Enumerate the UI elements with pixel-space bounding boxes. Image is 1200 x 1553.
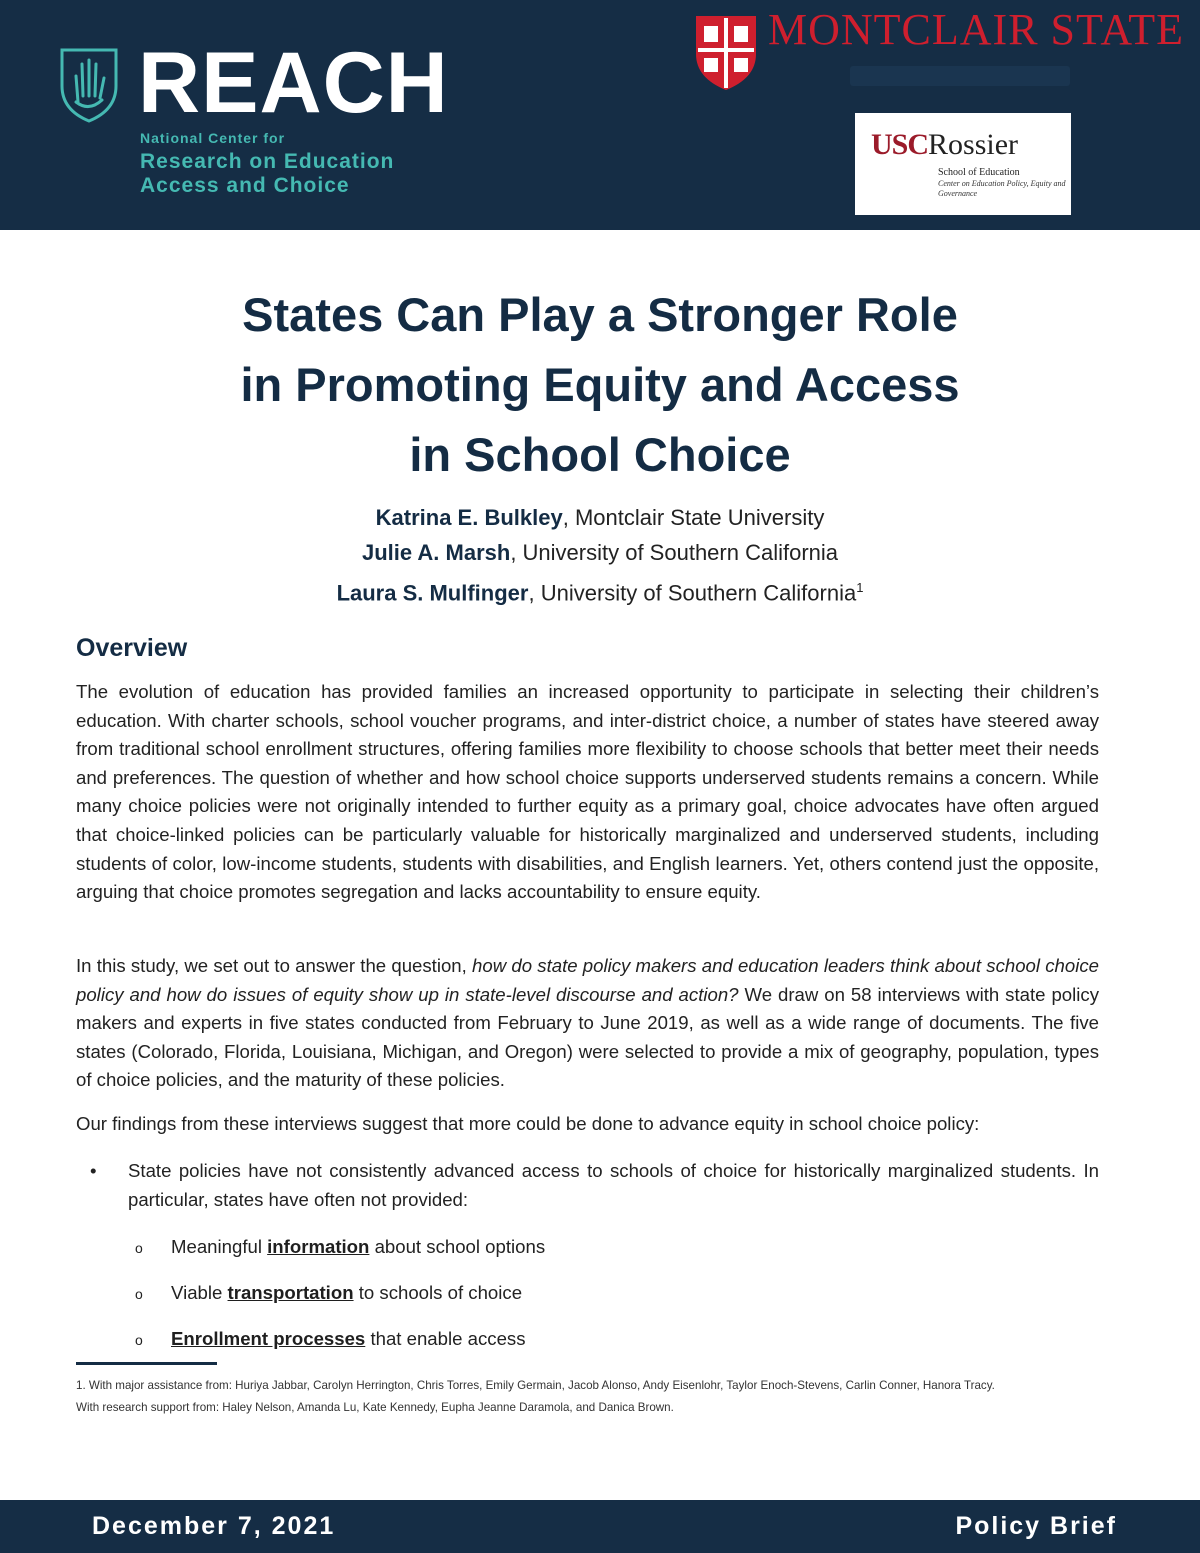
title-line1: States Can Play a Stronger Role: [242, 288, 958, 341]
usc-center-name: Center on Education Policy, Equity and Governance: [938, 179, 1066, 198]
sub-bullet-before: Meaningful: [171, 1236, 268, 1257]
author-list: [150, 500, 1050, 610]
rossier-text: Rossier: [928, 128, 1019, 161]
footnote-line2: With research support from: Haley Nelson, Amanda Lu, Kate Kennedy, Eupha Jeanne Daramola, and Danica Brown.: [76, 1401, 674, 1414]
title-line3: in School Choice: [409, 428, 791, 481]
sub-bullet-marker: o: [135, 1240, 143, 1256]
author-name: Katrina E. Bulkley: [375, 505, 563, 530]
sub-bullet-marker: o: [135, 1332, 143, 1348]
sub-bullet-keyword: Enrollment processes: [171, 1328, 366, 1349]
research-question: how do state policy makers and education leaders think about school choice policy and how do issues of equity show up in state-level discourse and action?: [76, 955, 1099, 1005]
title-line2: in Promoting Equity and Access: [240, 358, 960, 411]
header-banner: [0, 0, 1200, 230]
usc-text: USC: [871, 128, 929, 161]
footer-banner: [0, 1500, 1200, 1553]
sub-bullet-after: to schools of choice: [353, 1282, 523, 1303]
sub-bullet-keyword: transportation: [227, 1282, 354, 1303]
reach-subtitle-line1: National Center for: [140, 130, 286, 146]
author-affiliation: , Montclair State University: [562, 505, 825, 530]
reach-wordmark: REACH: [138, 35, 449, 131]
author-affiliation: , University of Southern California: [510, 540, 839, 565]
paragraph-2-end: We draw on 58 interviews with state policy makers and experts in five states conducted from February to June 2019, as well as a wide range of documents. The five states (Colorado, Florida, Louisiana, Michigan, and Oregon) were selected to provide a mix of geography, population, types of choice policies, and the maturity of these policies.: [76, 983, 1099, 1091]
reach-subtitle-line3: Access and Choice: [140, 174, 350, 198]
sub-bullet-after: that enable access: [365, 1328, 526, 1349]
sub-bullet-information: [135, 1233, 545, 1263]
hand-shield-icon: [58, 46, 120, 124]
sub-bullet-enrollment: [135, 1325, 526, 1355]
reach-subtitle: [140, 130, 394, 198]
usc-rossier-wordmark: [871, 130, 1018, 160]
montclair-tagline-bar: [850, 66, 1070, 86]
usc-school-name: School of Education: [938, 167, 1020, 178]
author-line: [150, 535, 1050, 570]
overview-paragraph-2: [76, 952, 1099, 1095]
footnote-marker: 1: [856, 580, 864, 595]
author-name: Laura S. Mulfinger: [336, 580, 529, 606]
usc-rossier-logo: [855, 113, 1071, 215]
paragraph-2-start: In this study, we set out to answer the question,: [76, 955, 473, 976]
footnote: [76, 1375, 1106, 1419]
bullet-text: State policies have not consistently advanced access to schools of choice for historically marginalized students. In particular, states have often not provided:: [128, 1160, 1099, 1210]
sub-bullet-before: Viable: [171, 1282, 228, 1303]
overview-paragraph-3: Our findings from these interviews suggest that more could be done to advance equity in school choice policy:: [76, 1113, 980, 1134]
overview-heading: Overview: [76, 634, 188, 662]
document-type: Policy Brief: [955, 1512, 1117, 1540]
findings-bullet: [76, 1157, 1099, 1214]
overview-paragraph-1: The evolution of education has provided families an increased opportunity to participate in selecting their children’s education. With charter schools, school voucher programs, and inter-district choice, a number of states have steered away from traditional school enrollment structures, offering families more flexibility to choose schools that better meet their needs and preferences. The question of whether and how school choice supports underserved students remains a concern. While many choice policies were not originally intended to further equity as a primary goal, choice advocates have often argued that choice-linked policies can be particularly valuable for historically marginalized and underserved students, including students of color, low-income students, students with disabilities, and English learners. Yet, others contend just the opposite, arguing that choice promotes segregation and lacks accountability to ensure equity.: [76, 681, 1099, 903]
sub-bullet-marker: o: [135, 1286, 143, 1302]
sub-bullet-keyword: information: [267, 1236, 370, 1257]
author-line: [150, 500, 1050, 535]
footnote-divider: [76, 1362, 217, 1365]
montclair-shield-icon: [693, 12, 759, 92]
page-title: [100, 280, 1100, 490]
reach-subtitle-line2: Research on Education: [140, 150, 395, 174]
montclair-name: MONTCLAIR STATE: [768, 5, 1185, 54]
sub-bullet-after: about school options: [369, 1236, 546, 1257]
author-affiliation: , University of Southern California: [528, 580, 857, 606]
bullet-marker: •: [90, 1160, 97, 1181]
author-line: [150, 570, 1050, 610]
sub-bullet-transportation: [135, 1279, 522, 1309]
publication-date: December 7, 2021: [92, 1512, 336, 1540]
author-name: Julie A. Marsh: [361, 540, 511, 565]
footnote-line1: 1. With major assistance from: Huriya Jabbar, Carolyn Herrington, Chris Torres, Emily Germain, Jacob Alonso, Andy Eisenlohr, Taylor Enoch-Stevens, Carlin Conner, Hanora Tracy.: [76, 1379, 995, 1392]
